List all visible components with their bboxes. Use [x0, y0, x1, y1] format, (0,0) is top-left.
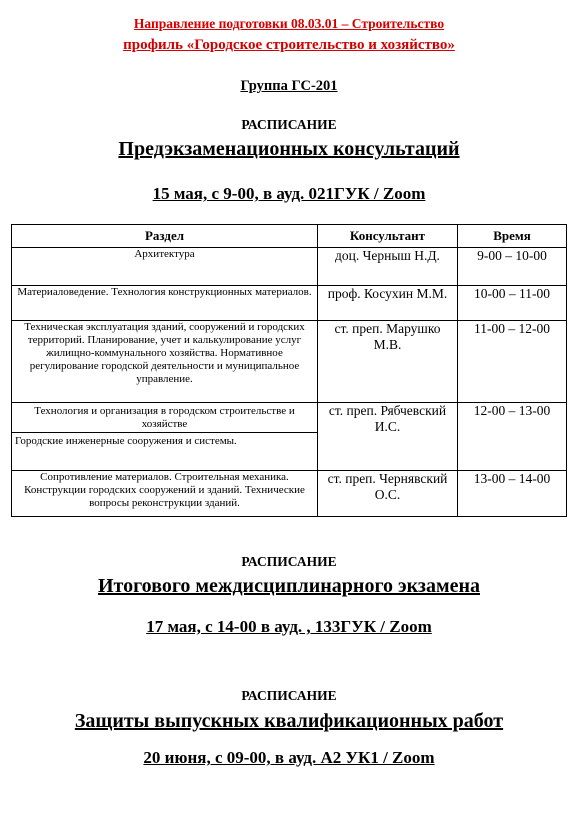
defense-heading: РАСПИСАНИЕ [241, 688, 337, 703]
col-header-consultant: Консультант [318, 225, 458, 248]
col-header-section: Раздел [12, 225, 318, 248]
table-header-row [12, 225, 567, 248]
row-section: Сопротивление материалов. Строительная механика. Конструкции городских сооружений и зданий. Технические вопросы реконструкции зданий. [12, 471, 318, 517]
profile-line: профиль «Городское строительство и хозяйство» [123, 37, 455, 53]
consultations-title: Предэкзаменационных консультаций [118, 138, 460, 160]
table-row [12, 321, 567, 403]
exam-when: 17 мая, с 14-00 в ауд. , 133ГУК / Zoom [146, 617, 432, 636]
row-section: Архитектура [12, 248, 318, 286]
defense-when: 20 июня, с 09-00, в ауд. А2 УК1 / Zoom [143, 748, 435, 767]
exam-title: Итогового междисциплинарного экзамена [97, 575, 480, 597]
table-row [12, 286, 567, 321]
row-consultant: доц. Черныш Н.Д. [318, 248, 458, 286]
row-time: 13-00 – 14-00 [458, 471, 567, 517]
defense-title: Защиты выпускных квалификационных работ [74, 710, 504, 732]
exam-heading: РАСПИСАНИЕ [241, 554, 337, 569]
table-row [12, 248, 567, 286]
row-time: 11-00 – 12-00 [458, 321, 567, 403]
consultations-when: 15 мая, с 9-00, в ауд. 021ГУК / Zoom [152, 184, 426, 203]
row-consultant: проф. Косухин М.М. [318, 286, 458, 321]
consultation-table [11, 224, 567, 517]
row-time: 9-00 – 10-00 [458, 248, 567, 286]
row-section-a: Технология и организация в городском строительстве и хозяйстве [12, 403, 317, 433]
row-section-split [12, 403, 318, 471]
consultations-heading: РАСПИСАНИЕ [241, 117, 337, 132]
table-row [12, 471, 567, 517]
row-section: Материаловедение. Технология конструкционных материалов. [12, 286, 318, 321]
row-time: 10-00 – 11-00 [458, 286, 567, 321]
direction-line: Направление подготовки 08.03.01 – Строительство [133, 16, 445, 31]
table-row [12, 403, 567, 471]
group-label: Группа ГС-201 [240, 78, 338, 94]
row-consultant: ст. преп. Чернявский О.С. [318, 471, 458, 517]
row-section-b: Городские инженерные сооружения и системы. [15, 435, 237, 447]
col-header-time: Время [458, 225, 567, 248]
row-time: 12-00 – 13-00 [458, 403, 567, 471]
row-section: Техническая эксплуатация зданий, сооружений и городских территорий. Планирование, учет и калькулирование услуг жилищно-коммунального хозяйства. Нормативное регулирование городской деятельности и муниципальное управление. [12, 321, 318, 403]
row-consultant: ст. преп. Марушко М.В. [318, 321, 458, 403]
row-consultant: ст. преп. Рябчевский И.С. [318, 403, 458, 471]
